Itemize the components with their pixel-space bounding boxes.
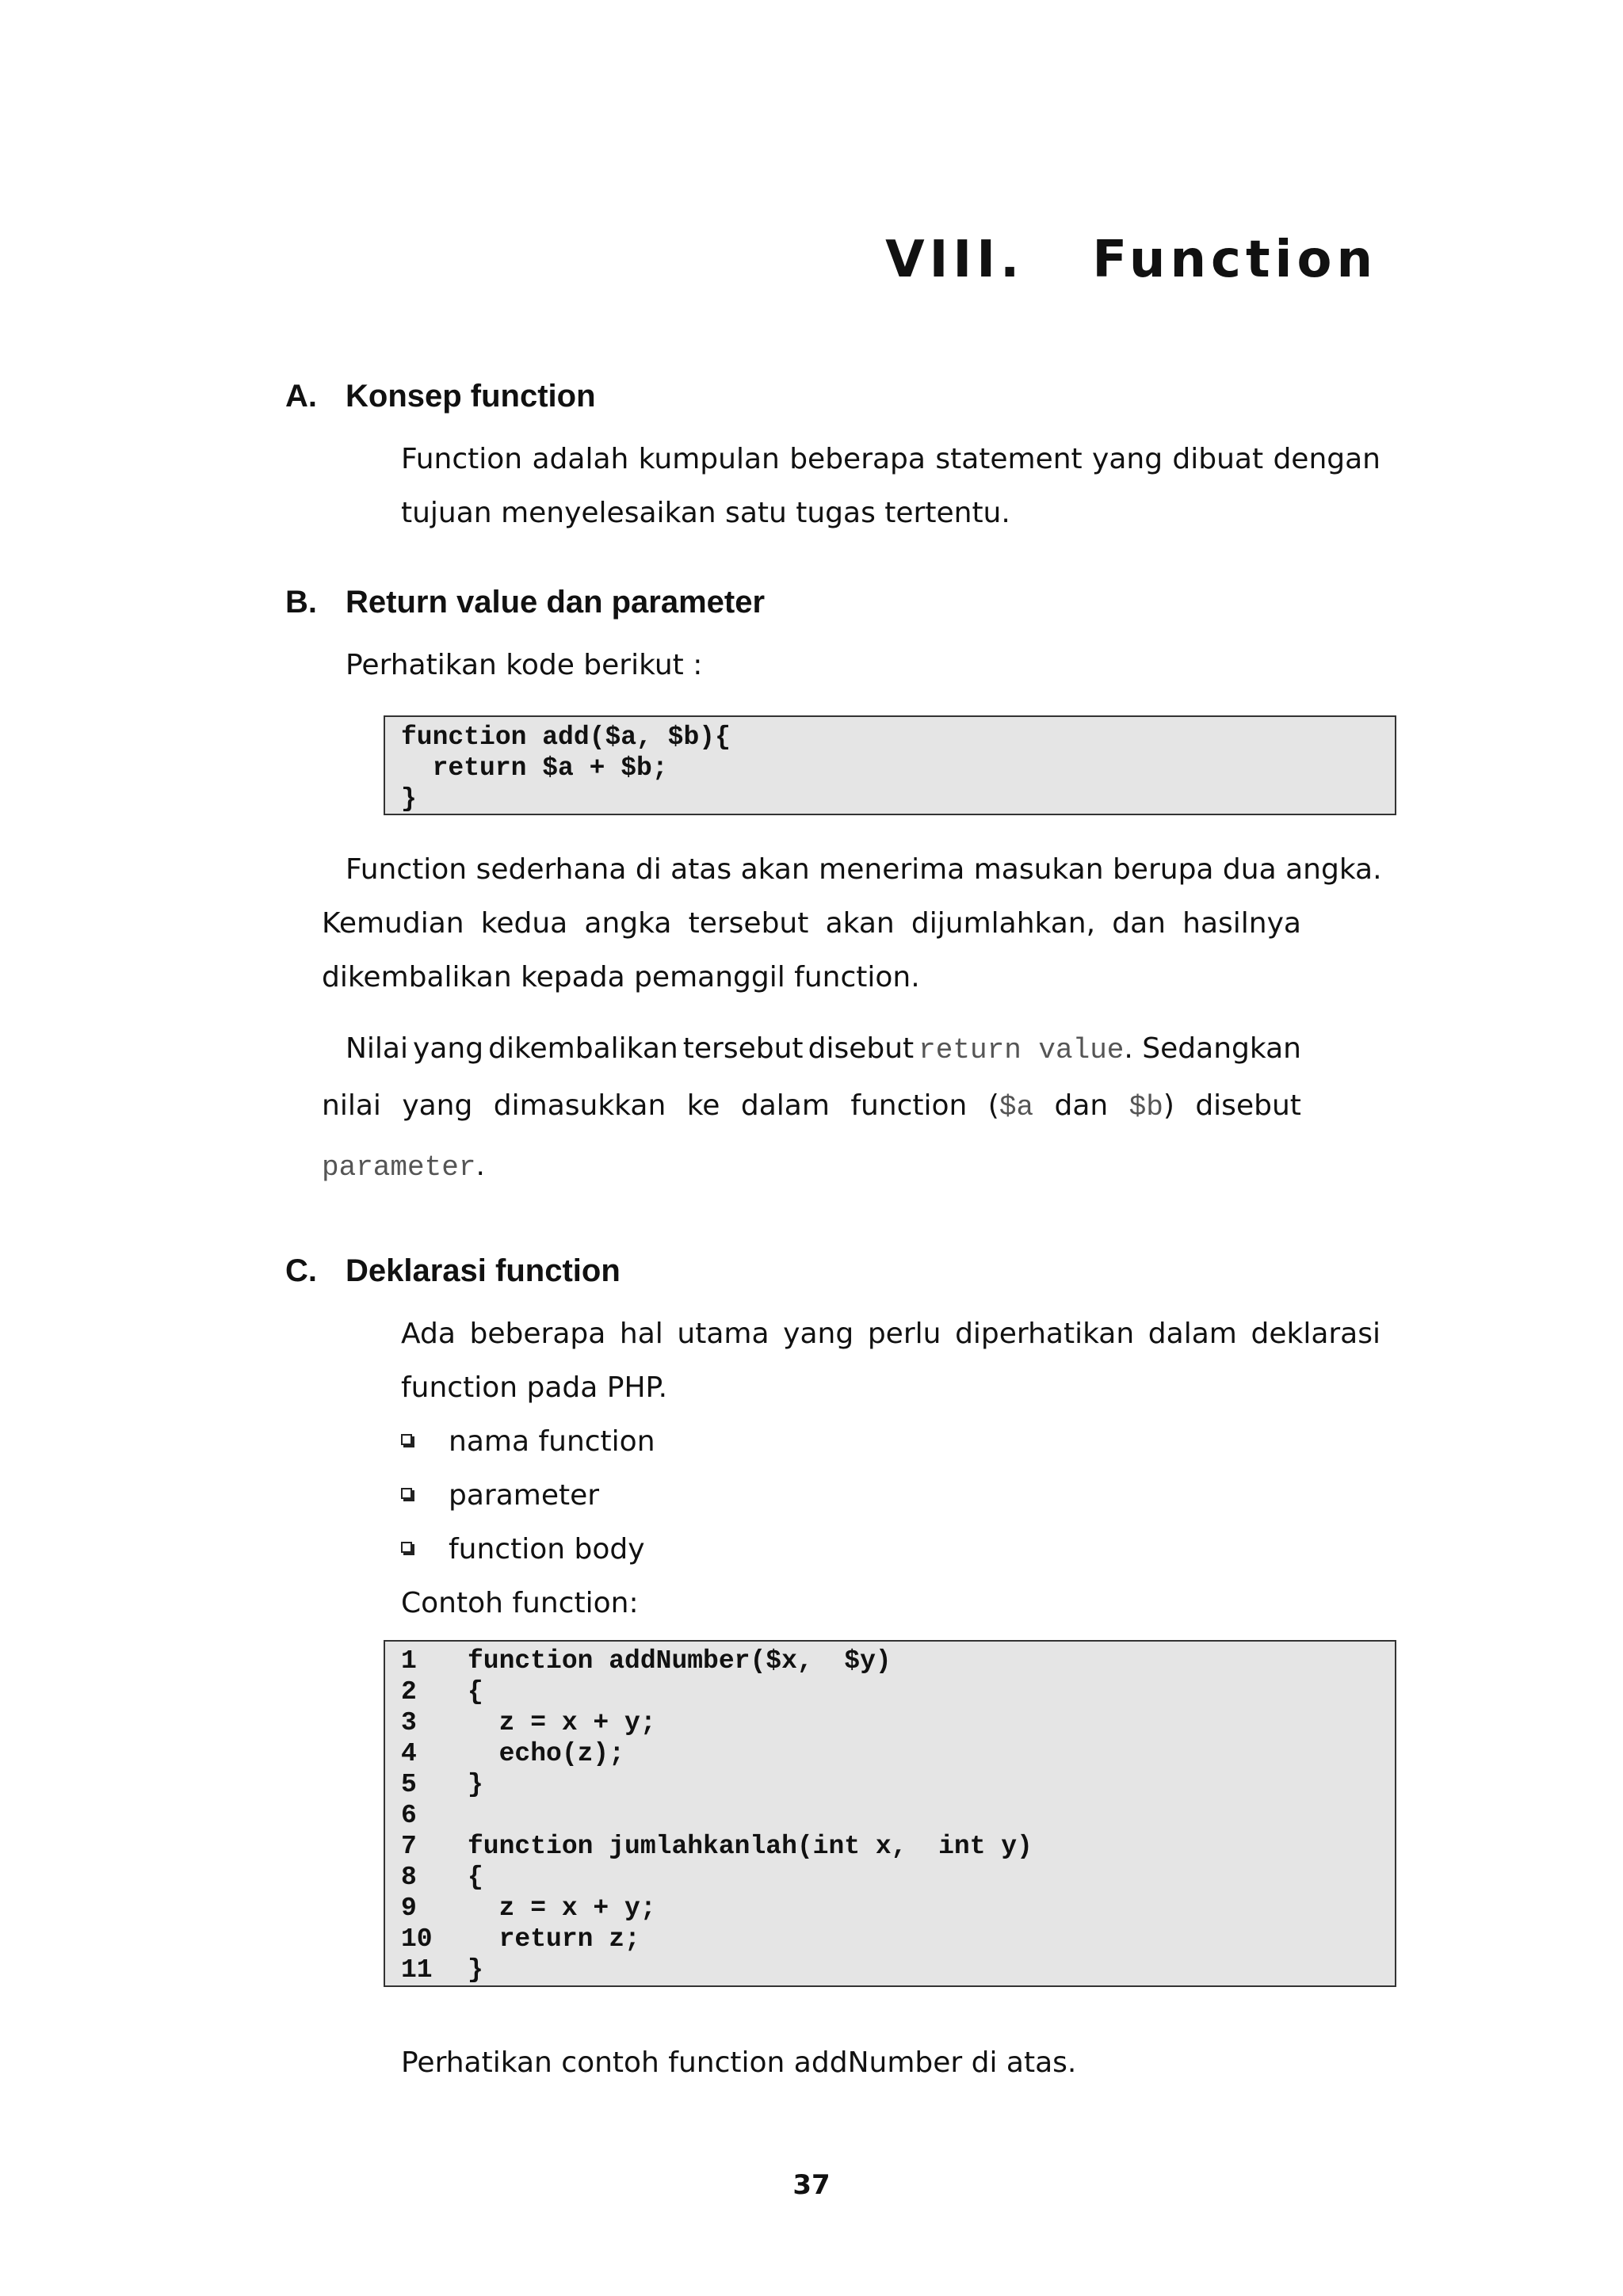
section-b-letter: B. [285,585,317,620]
word: disebut [1195,1089,1301,1122]
word: dan [1112,907,1166,940]
chapter-number: VIII. [885,231,1025,289]
code-line [401,1738,1395,1769]
code-line [401,1707,1395,1738]
bullet-text: function body [449,1533,645,1566]
section-c-title: Deklarasi function [346,1253,621,1288]
checkbox-bullet-icon [401,1542,412,1553]
code-text: z = x + y; [468,1708,656,1737]
code-text: function addNumber($x, $y) [468,1646,892,1676]
code-line [401,1924,1395,1955]
bullet-text: nama function [449,1425,655,1458]
line-number: 9 [401,1894,417,1923]
line-number: 6 [401,1801,417,1830]
return-value-group [918,1022,1301,1076]
code-block-examples [384,1640,1396,1987]
word: nilai [322,1089,381,1122]
code-line [401,1831,1395,1862]
code-text: return z; [468,1924,640,1954]
code-line [401,1893,1395,1924]
word: yang [402,1089,473,1122]
para1-line1: Function sederhana di atas akan menerima masukan berupa dua angka. [346,853,1382,886]
code-line: } [401,784,417,814]
word: Kemudian [322,907,464,940]
param-b-group: $b) [1128,1089,1174,1123]
para2-line2 [322,1079,1301,1133]
line-number: 1 [401,1646,417,1676]
word: yang [413,1032,484,1065]
param-a-group: ($a [987,1089,1034,1123]
code-line [401,1646,1395,1676]
line-number: 3 [401,1708,417,1737]
code-text: echo(z); [468,1739,625,1768]
line-number: 2 [401,1677,417,1707]
word: dikembalikan [488,1032,678,1065]
word: dijumlahkan, [911,907,1096,940]
code-text: { [468,1863,483,1892]
param-b-code: $b [1128,1091,1163,1123]
code-line [401,1955,1395,1985]
code-text: z = x + y; [468,1894,656,1923]
code-text: function jumlahkanlah(int x, int y) [468,1832,1033,1861]
word: tersebut [682,1032,804,1065]
return-value-code: return value [918,1034,1125,1066]
checkbox-bullet-icon [401,1488,412,1499]
word: dalam [740,1089,830,1122]
word: angka [584,907,672,940]
line-number: 11 [401,1955,433,1985]
code-line [401,1862,1395,1893]
section-a-paragraph: Function adalah kumpulan beberapa statement yang dibuat dengan tujuan menyelesaikan satu tugas tertentu. [401,443,1381,529]
code-text: } [468,1955,483,1985]
code-text: } [468,1770,483,1799]
section-c-heading [285,1255,621,1287]
code-line [401,1676,1395,1707]
code-line: return $a + $b; [401,753,668,783]
chapter-title [885,231,1377,289]
bullet-item [401,1415,655,1469]
sentence-end: . Sedangkan [1124,1032,1301,1065]
section-b-title: Return value dan parameter [346,585,766,620]
bullet-item [401,1469,599,1523]
code-text: { [468,1677,483,1707]
word: ke [686,1089,720,1122]
word: tersebut [688,907,809,940]
section-c-paragraph: Ada beberapa hal utama yang perlu diperhatikan dalam deklarasi function pada PHP. [401,1318,1381,1404]
para1-line3: dikembalikan kepada pemanggil function. [322,961,920,994]
word: dan [1054,1089,1109,1122]
example-label: Contoh function: [401,1587,639,1619]
word: dimasukkan [493,1089,666,1122]
bullet-item [401,1523,645,1577]
line-number: 10 [401,1924,433,1954]
section-a-title: Konsep function [346,379,596,414]
line-number: 8 [401,1863,417,1892]
section-a-heading [285,380,596,412]
param-a-code: $a [999,1091,1034,1123]
code-line [401,1800,1395,1831]
checkbox-bullet-icon [401,1434,412,1445]
code-line: function add($a, $b){ [401,723,731,752]
sentence-end: . [475,1150,485,1182]
word: akan [825,907,895,940]
chapter-name: Function [1092,231,1377,289]
para1-line2 [322,897,1301,951]
line-number: 5 [401,1770,417,1799]
word: hasilnya [1182,907,1301,940]
word: function [850,1089,968,1122]
closing-sentence: Perhatikan contoh function addNumber di atas. [401,2046,1077,2079]
bullet-text: parameter [449,1479,600,1512]
line-number: 4 [401,1739,417,1768]
page-number: 37 [792,2169,831,2201]
code-line [401,1769,1395,1800]
word: disebut [808,1032,915,1065]
word: Nilai [346,1032,408,1065]
section-b-intro: Perhatikan kode berikut : [346,649,703,681]
word: kedua [480,907,568,940]
line-number: 7 [401,1832,417,1861]
section-b-heading [285,586,765,618]
section-a-letter: A. [285,379,317,414]
section-c-letter: C. [285,1253,317,1288]
para2-line3 [322,1139,485,1195]
parameter-code: parameter [322,1151,476,1184]
para2-line1 [346,1022,1301,1076]
code-block-add [384,715,1396,815]
